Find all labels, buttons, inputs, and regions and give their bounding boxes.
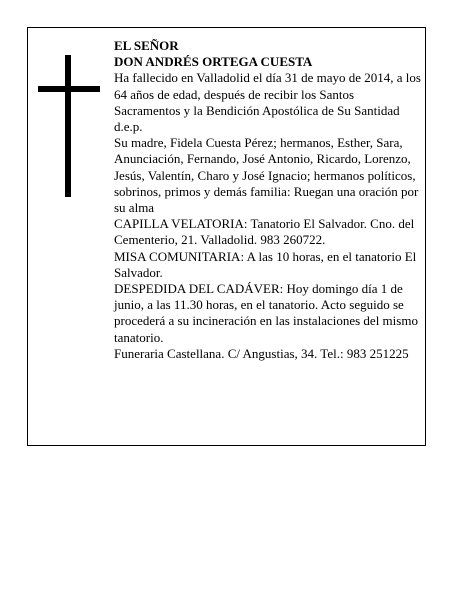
notice-text [114,38,422,362]
heading-title: EL SEÑOR [114,38,179,53]
cross-vertical-bar [65,55,71,197]
chapel-info: CAPILLA VELATORIA: Tanatorio El Salvador. Cno. del Cementerio, 21. Valladolid. 983 260722. [114,216,415,248]
family-mourners: Su madre, Fidela Cuesta Pérez; hermanos, Esther, Sara, Anunciación, Fernando, José Antonio, Ricardo, Lorenzo, Jesús, Valentín, Charo y José Ignacio; hermanos políticos, sobrinos, primos y demás familia: Ruegan una oración por su alma [114,135,419,216]
death-announcement: Ha fallecido en Valladolid el día 31 de mayo de 2014, a los 64 años de edad, después de recibir los Santos Sacramentos y la Bendición Apostólica de Su Santidad d.e.p. [114,70,421,135]
funeral-home-info: Funeraria Castellana. C/ Angustias, 34. Tel.: 983 251225 [114,345,409,361]
deceased-name: DON ANDRÉS ORTEGA CUESTA [114,54,313,70]
cross-horizontal-bar [38,86,100,92]
cross-icon [38,55,100,197]
farewell-info: DESPEDIDA DEL CADÁVER: Hoy domingo día 1 de junio, a las 11.30 horas, en el tanatorio. Acto seguido se procederá a su incineración en las instalaciones del mismo tanatorio. [114,281,418,345]
mass-info: MISA COMUNITARIA: A las 10 horas, en el tanatorio El Salvador. [114,248,417,280]
